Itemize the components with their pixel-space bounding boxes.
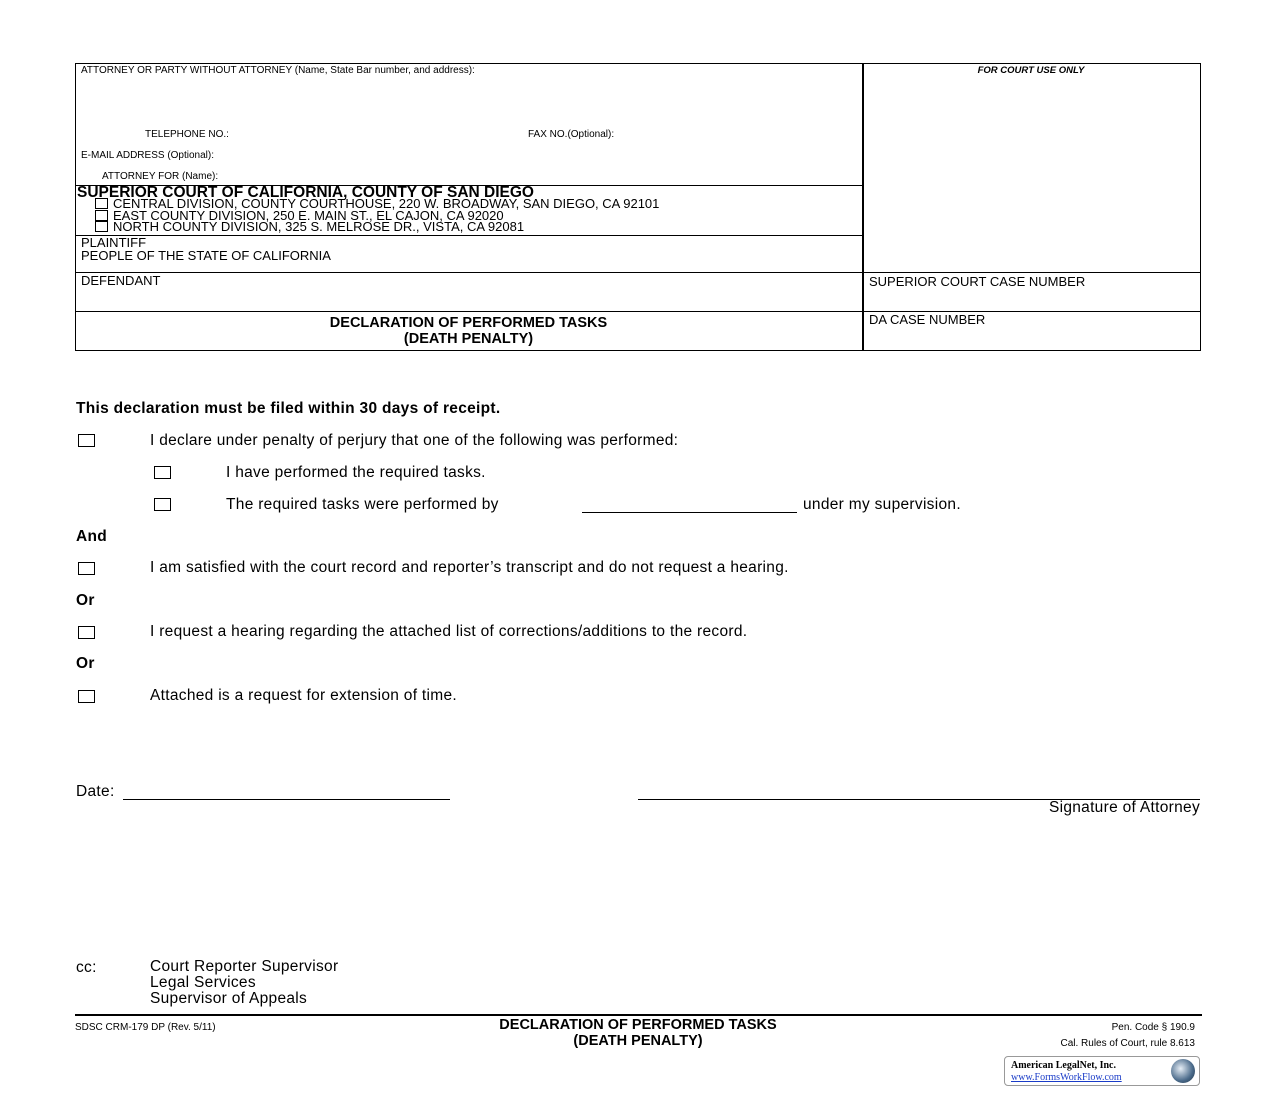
divider [75, 235, 862, 236]
signature-label: Signature of Attorney [1048, 799, 1200, 816]
globe-icon [1171, 1059, 1195, 1083]
title-line: DECLARATION OF PERFORMED TASKS [499, 1017, 777, 1033]
court-name: SUPERIOR COURT OF CALIFORNIA, COUNTY OF SAN DIEGO [77, 184, 534, 201]
extension-checkbox[interactable] [78, 690, 95, 703]
logo-name: American LegalNet, Inc. [1011, 1060, 1116, 1071]
plaintiff-label: PLAINTIFF [81, 235, 147, 250]
attorney-label: ATTORNEY OR PARTY WITHOUT ATTORNEY (Name, State Bar number, and address): [81, 65, 475, 76]
or-label: Or [76, 592, 95, 609]
cc-item: Court Reporter Supervisor [150, 958, 339, 975]
hearing-checkbox[interactable] [78, 626, 95, 639]
satisfied-text: I am satisfied with the court record and reporter’s transcript and do not request a hearing. [150, 559, 789, 576]
title-line: DECLARATION OF PERFORMED TASKS [329, 315, 608, 331]
cc-item: Legal Services [150, 974, 256, 991]
performed-checkbox[interactable] [154, 466, 171, 479]
performer-field[interactable] [582, 512, 797, 513]
or-label: Or [76, 655, 95, 672]
date-field[interactable] [123, 799, 450, 800]
title-line: (DEATH PENALTY) [573, 1033, 703, 1049]
filing-notice: This declaration must be filed within 30 days of receipt. [76, 400, 501, 417]
da-case-label: DA CASE NUMBER [869, 312, 986, 327]
checkbox[interactable] [95, 198, 108, 209]
declare-checkbox[interactable] [78, 434, 95, 447]
superior-case-label: SUPERIOR COURT CASE NUMBER [869, 274, 1086, 289]
divider [75, 272, 1201, 273]
title-line: (DEATH PENALTY) [403, 331, 534, 347]
legalnet-logo[interactable] [1004, 1056, 1200, 1086]
telephone-label: TELEPHONE NO.: [145, 129, 229, 140]
cc-item: Supervisor of Appeals [150, 990, 308, 1007]
defendant-label: DEFENDANT [81, 273, 161, 288]
divider [862, 63, 864, 351]
attorney-for-label: ATTORNEY FOR (Name): [102, 171, 219, 182]
cc-label: cc: [76, 959, 97, 976]
declare-text: I declare under penalty of perjury that one of the following was performed: [150, 432, 679, 449]
supervised-text-b: under my supervision. [803, 496, 961, 513]
checkbox[interactable] [95, 221, 108, 232]
extension-text: Attached is a request for extension of time. [150, 687, 457, 704]
division-label: NORTH COUNTY DIVISION, 325 S. MELROSE DR., VISTA, CA 92081 [113, 219, 525, 234]
supervised-checkbox[interactable] [154, 498, 171, 511]
satisfied-checkbox[interactable] [78, 562, 95, 575]
division-option[interactable] [95, 221, 659, 233]
footer-rule [75, 1014, 1202, 1016]
and-label: And [76, 528, 108, 545]
checkbox[interactable] [95, 210, 108, 221]
fax-label: FAX NO.(Optional): [528, 129, 615, 140]
divider [75, 311, 1201, 312]
email-label: E-MAIL ADDRESS (Optional): [81, 150, 215, 161]
division-label: CENTRAL DIVISION, COUNTY COURTHOUSE, 220 W. BROADWAY, SAN DIEGO, CA 92101 [113, 196, 660, 211]
cc-list [150, 959, 338, 1007]
division-list [95, 198, 659, 233]
logo-link[interactable]: www.FormsWorkFlow.com [1011, 1072, 1122, 1083]
pen-code: Pen. Code § 190.9 [1111, 1022, 1195, 1033]
footer-title [388, 1017, 888, 1049]
court-rules: Cal. Rules of Court, rule 8.613 [1060, 1038, 1195, 1049]
plaintiff-value: PEOPLE OF THE STATE OF CALIFORNIA [81, 248, 331, 263]
form-id: SDSC CRM-179 DP (Rev. 5/11) [75, 1022, 216, 1033]
date-label: Date: [76, 783, 115, 800]
court-use-label: FOR COURT USE ONLY [977, 65, 1085, 76]
supervised-text-a: The required tasks were performed by [226, 496, 499, 513]
division-label: EAST COUNTY DIVISION, 250 E. MAIN ST., EL CAJON, CA 92020 [113, 207, 504, 223]
hearing-text: I request a hearing regarding the attached list of corrections/additions to the record. [150, 623, 748, 640]
performed-text: I have performed the required tasks. [226, 464, 486, 481]
form-title [75, 315, 862, 347]
